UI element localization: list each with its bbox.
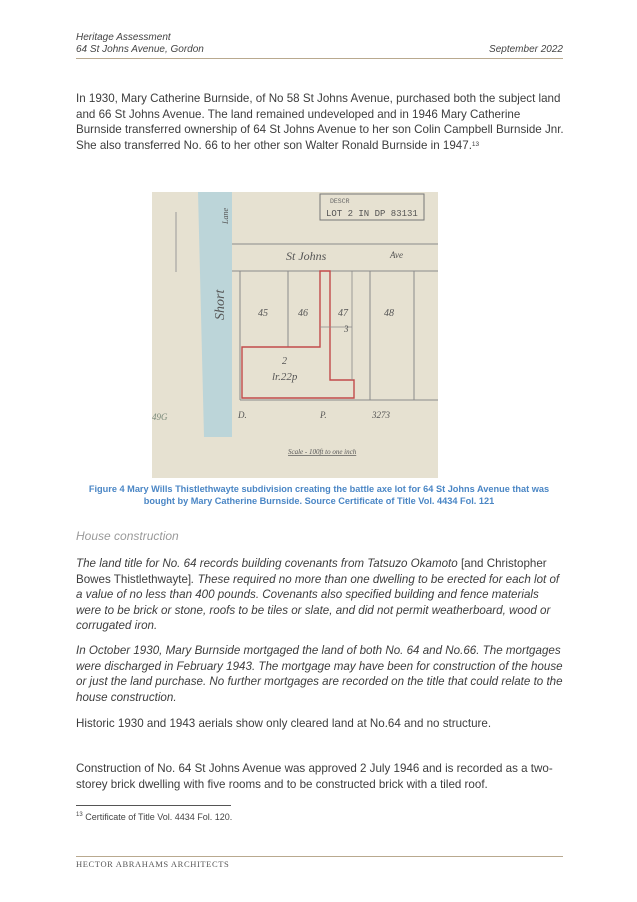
covenant-text-c: . These required no more than one dwelling to be erected for each lot of a value of no less than 400 pounds. Covenants also specified building and fence materials were to be brick or stone, roofs to be tiles or slate, and did not permit weatherboard, wood or corrugated iron. — [76, 572, 560, 633]
dp-number-label: 3273 — [372, 410, 390, 420]
footnote — [76, 812, 232, 822]
figure-caption: Figure 4 Mary Wills Thistlethwayte subdivision creating the battle axe lot for 64 St Johns Avenue that was bought by Mary Catherine Burnside. Source Certificate of Title Vol. 4434 Fol. 121 — [88, 484, 550, 506]
stamp-text: LOT 2 IN DP 83131 — [326, 209, 418, 219]
stamp-top-text: DESCR — [330, 198, 350, 205]
header-title: Heritage Assessment — [76, 32, 171, 43]
footnote-number: 13 — [76, 812, 83, 818]
construction-paragraph: Construction of No. 64 St Johns Avenue was approved 2 July 1946 and is recorded as a two-storey brick dwelling with five rooms and to be constructed brick with a tiled roof. — [76, 762, 553, 791]
lane-suffix-label: Lane — [221, 208, 230, 224]
mortgage-paragraph: In October 1930, Mary Burnside mortgaged the land of both No. 64 and No.66. The mortgages were discharged in February 1943. The mortgage may have been for construction of the house or just the land purchase. No further mortgages are recorded on the title that could relate to the house construction. — [76, 644, 563, 704]
covenant-text-b: [and Christopher Bowes Thistlethwayte] — [76, 557, 547, 586]
header-divider — [76, 58, 563, 59]
header-address: 64 St Johns Avenue, Gordon — [76, 44, 204, 55]
section-heading: House construction — [76, 529, 179, 543]
footnote-divider — [76, 805, 231, 806]
footnote-ref: 13 — [471, 140, 480, 148]
st-johns-label: St Johns — [286, 249, 327, 263]
lot-3-label: 3 — [344, 324, 349, 334]
header-date: September 2022 — [489, 44, 563, 55]
footnote-text: Certificate of Title Vol. 4434 Fol. 120. — [85, 812, 233, 822]
intro-text: In 1930, Mary Catherine Burnside, of No 58 St Johns Avenue, purchased both the subject land and 66 St Johns Avenue. The land remained undeveloped and in 1946 Mary Catherine Burnside transferred ownership of 64 St Johns Avenue to her son Colin Campbell Burnside Jnr. She also transferred No. 66 to her other son Walter Ronald Burnside in 1947. — [76, 92, 564, 152]
footer-divider — [76, 856, 563, 857]
margin-note: 49G — [152, 412, 168, 422]
covenant-text-a: The land title for No. 64 records building covenants from Tatsuzo Okamoto — [76, 557, 461, 570]
lot-45-label: 45 — [258, 308, 268, 319]
lot-area-label: lr.22p — [272, 371, 298, 383]
lot-46-label: 46 — [298, 308, 308, 319]
lot-2-label: 2 — [282, 356, 287, 367]
lot-47-label: 47 — [338, 308, 348, 319]
covenant-paragraph — [76, 556, 564, 634]
intro-paragraph — [76, 91, 564, 153]
survey-plan-drawing — [152, 192, 438, 478]
dp-p-label: P. — [320, 410, 327, 420]
lot-48-label: 48 — [384, 308, 394, 319]
footer-firm: HECTOR ABRAHAMS ARCHITECTS — [76, 859, 230, 869]
short-lane-label: Short — [213, 289, 228, 320]
dp-d-label: D. — [238, 410, 247, 420]
page-header — [76, 32, 563, 56]
avenue-label: Ave — [390, 250, 403, 260]
scale-label: Scale - 100ft to one inch — [288, 448, 357, 456]
aerials-paragraph: Historic 1930 and 1943 aerials show only cleared land at No.64 and no structure. — [76, 717, 492, 730]
survey-plan-figure — [152, 192, 438, 478]
